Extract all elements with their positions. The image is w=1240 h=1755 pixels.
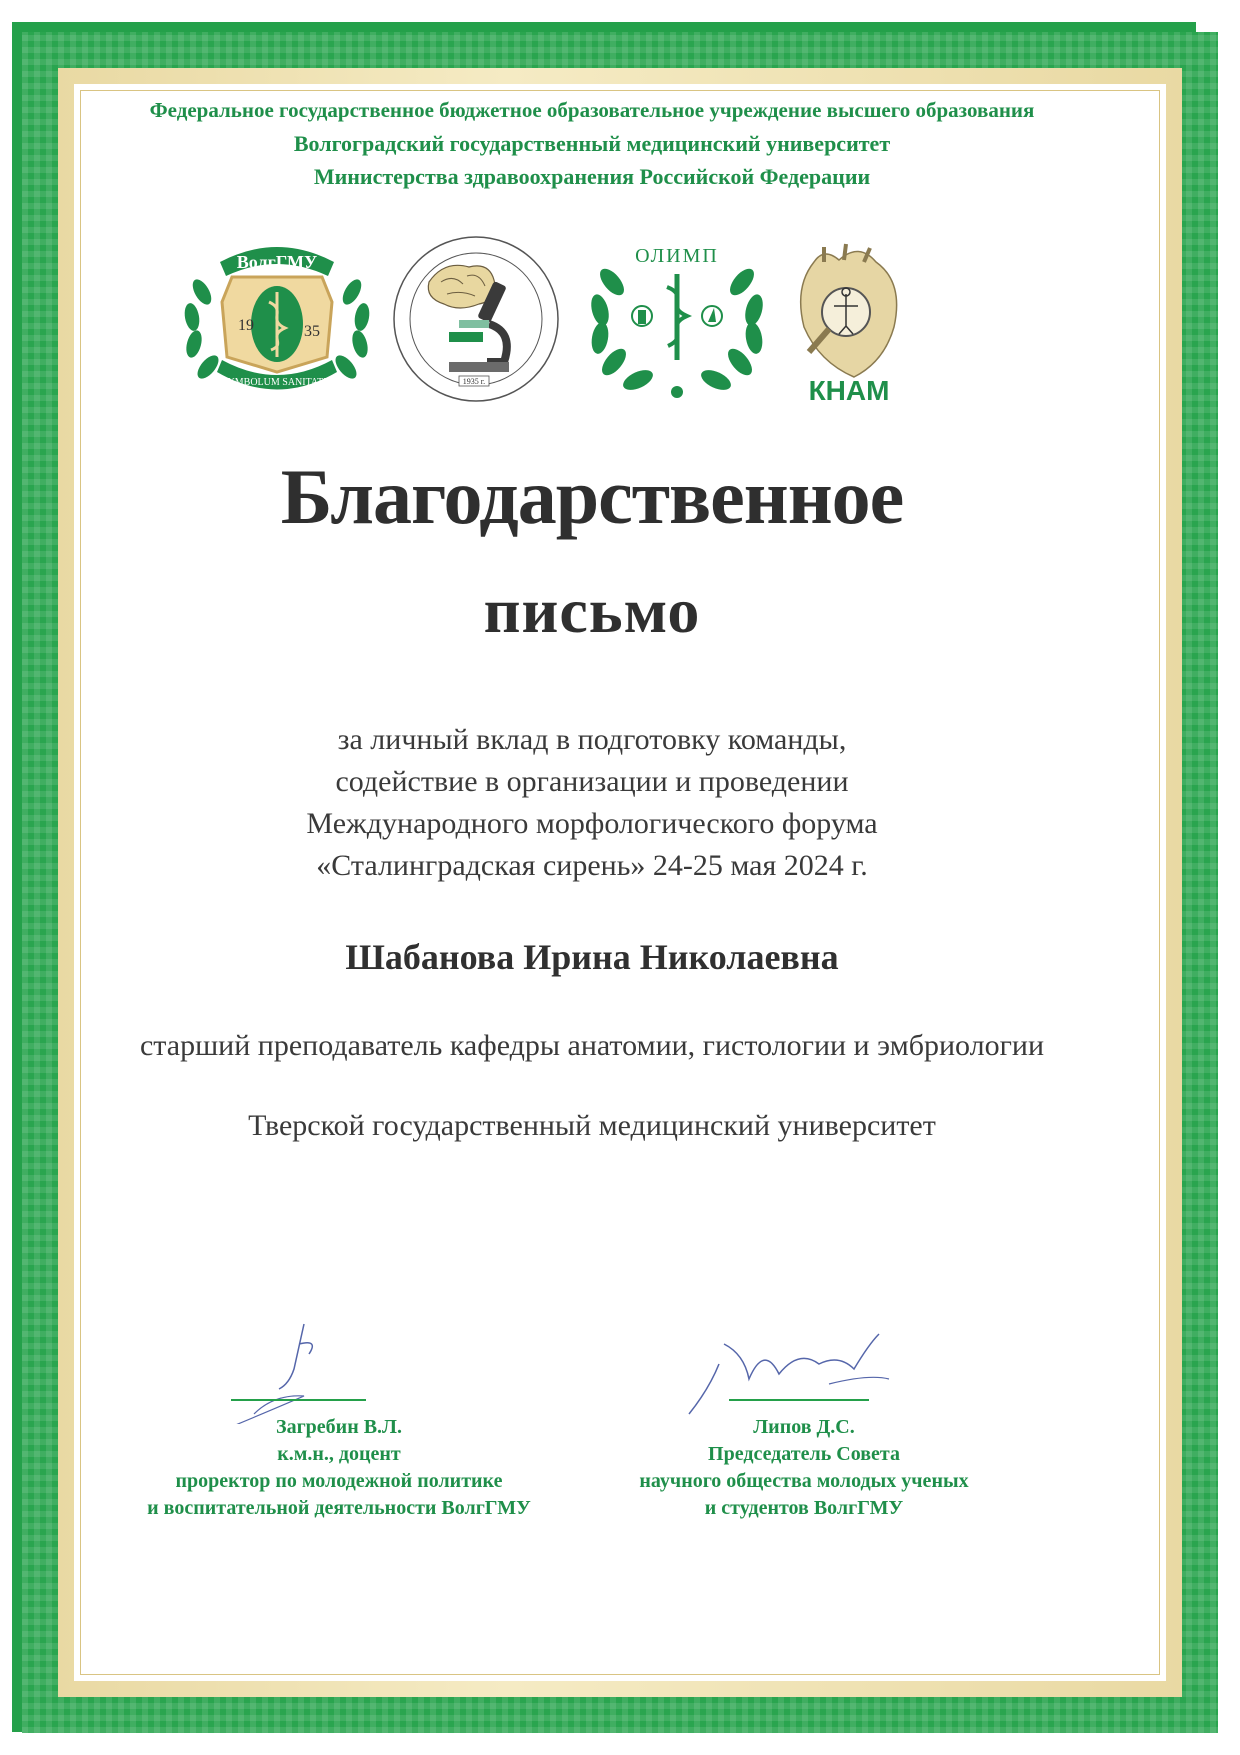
olimp-emblem-icon <box>582 232 772 402</box>
emblem-bottom-text: SYMBOLUM SANITATIS <box>221 377 333 388</box>
knam-heart-icon <box>784 242 914 412</box>
olimp-text: ОЛИМП <box>635 245 719 267</box>
histology-year: 1935 г. <box>462 377 486 386</box>
emblem-year-left: 19 <box>238 317 254 334</box>
emblem-top-text: ВолгГМУ <box>236 252 318 272</box>
emblem-year-right: 35 <box>304 323 320 340</box>
signature-left-icon <box>104 1284 574 1424</box>
reason-line: содействие в организации и проведении <box>335 765 849 798</box>
reason-line: Международного морфологического форума <box>306 807 878 840</box>
signatory-role-1: проректор по молодежной политике <box>175 1470 503 1492</box>
volggmu-emblem-icon <box>172 232 382 402</box>
signature-right-text <box>569 1414 1039 1522</box>
histology-society-icon <box>389 232 564 407</box>
title-line-2: письмо <box>483 575 701 646</box>
signature-left-text <box>104 1414 574 1522</box>
recipient-position: старший преподаватель кафедры анатомии, гистологии и эмбриологии <box>139 1029 1045 1062</box>
signature-right-icon <box>569 1284 1039 1424</box>
certificate-content <box>84 94 1100 1654</box>
recipient-name: Шабанова Ирина Николаевна <box>345 937 839 977</box>
signatory-degree: к.м.н., доцент <box>277 1443 401 1465</box>
reason-line: за личный вклад в подготовку команды, <box>337 723 847 756</box>
knam-text: КНАМ <box>808 375 890 406</box>
header-line-3: Министерства здравоохранения Российской Федерации <box>313 164 871 189</box>
recipient-organization: Тверской государственный медицинский университет <box>248 1109 936 1142</box>
reason-text <box>84 719 1100 887</box>
signatory-name: Липов Д.С. <box>753 1416 855 1438</box>
signatory-degree: Председатель Совета <box>708 1443 900 1465</box>
signatory-role-2: и студентов ВолгГМУ <box>704 1497 904 1519</box>
signatory-role-2: и воспитательной деятельности ВолгГМУ <box>147 1497 531 1519</box>
title-line-1: Благодарственное <box>280 453 904 540</box>
header-line-2: Волгоградский государственный медицинский университет <box>293 131 891 156</box>
signatory-name: Загребин В.Л. <box>276 1416 402 1438</box>
signatory-role-1: научного общества молодых ученых <box>639 1470 969 1492</box>
header <box>84 94 1100 193</box>
reason-line: «Сталинградская сирень» 24-25 мая 2024 г. <box>316 849 868 882</box>
header-line-1: Федеральное государственное бюджетное образовательное учреждение высшего образования <box>149 98 1035 122</box>
